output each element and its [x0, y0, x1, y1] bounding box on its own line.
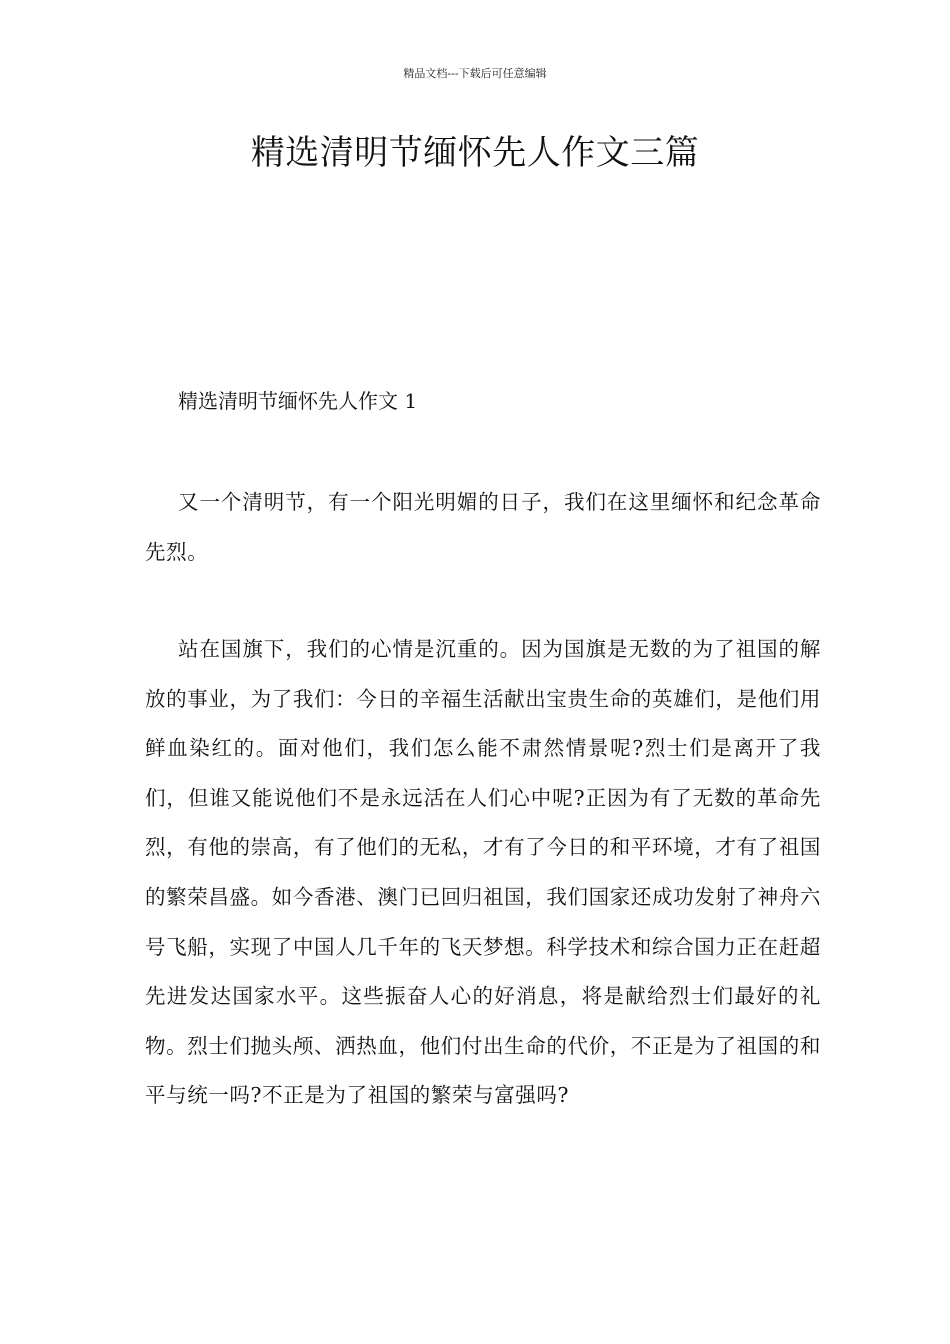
paragraph-1: 又一个清明节，有一个阳光明媚的日子，我们在这里缅怀和纪念革命先烈。 [145, 490, 821, 564]
section-heading: 精选清明节缅怀先人作文 1 [178, 389, 418, 413]
header-note: 精品文档---下载后可任意编辑 [403, 67, 547, 80]
paragraph-2: 站在国旗下，我们的心情是沉重的。因为国旗是无数的为了祖国的解放的事业，为了我们：今日的辛福生活献出宝贵生命的英雄们，是他们用鲜血染红的。面对他们，我们怎么能不肃然情景呢?烈士们是离开了我们，但谁又能说他们不是永远活在人们心中呢?正因为有了无数的革命先烈，有他的崇高，有了他们的无私，才有了今日的和平环境，才有了祖国的繁荣昌盛。如今香港、澳门已回归祖国，我们国家还成功发射了神舟六号飞船，实现了中国人几千年的飞天梦想。科学技术和综合国力正在赶超先进发达国家水平。这些振奋人心的好消息，将是献给烈士们最好的礼物。烈士们抛头颅、洒热血，他们付出生命的代价，不正是为了祖国的和平与统一吗?不正是为了祖国的繁荣与富强吗? [145, 637, 821, 1108]
document-title: 精选清明节缅怀先人作文三篇 [250, 133, 700, 173]
